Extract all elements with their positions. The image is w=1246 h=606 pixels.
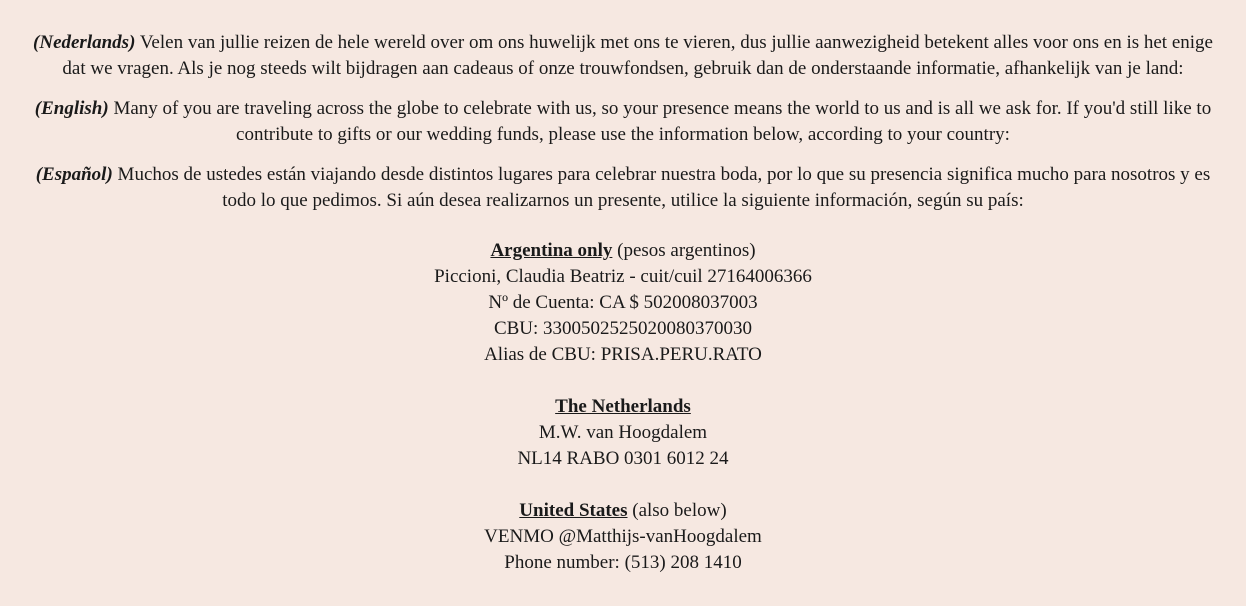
argentina-heading: Argentina only bbox=[490, 240, 613, 261]
argentina-account-number: Nº de Cuenta: CA $ 502008037003 bbox=[488, 292, 758, 313]
argentina-cbu-alias: Alias de CBU: PRISA.PERU.RATO bbox=[484, 344, 762, 365]
netherlands-heading: The Netherlands bbox=[555, 396, 691, 417]
argentina-cbu: CBU: 3300502525020080370030 bbox=[493, 318, 753, 339]
intro-spanish-text: Muchos de ustedes están viajando desde distintos lugares para celebrar nuestra boda, por lo que su presencia significa mucho para nosotros y es todo lo que pedimos. Si aún desea realizarnos un presente, utilice la siguiente información, según su país: bbox=[112, 164, 1211, 211]
argentina-note: (pesos argentinos) bbox=[612, 240, 756, 261]
section-united-states bbox=[0, 498, 1246, 576]
section-argentina bbox=[0, 238, 1246, 368]
intro-dutch-text: Velen van jullie reizen de hele wereld over om ons huwelijk met ons te vieren, dus jullie aanwezigheid betekent alles voor ons en is het enige dat we vragen. Als je nog steeds wilt bijdragen aan cadeaus of onze trouwfondsen, gebruik dan de onderstaande informatie, afhankelijk van je land: bbox=[62, 32, 1213, 79]
us-venmo: VENMO @Matthijs-vanHoogdalem bbox=[484, 526, 762, 547]
us-phone: Phone number: (513) 208 1410 bbox=[504, 552, 742, 573]
section-netherlands bbox=[0, 394, 1246, 472]
netherlands-iban: NL14 RABO 0301 6012 24 bbox=[517, 448, 729, 469]
argentina-account-holder: Piccioni, Claudia Beatriz - cuit/cuil 27164006366 bbox=[434, 266, 812, 287]
intro-english bbox=[33, 96, 1213, 148]
language-label-english: (English) bbox=[34, 98, 109, 119]
intro-english-text: Many of you are traveling across the globe to celebrate with us, so your presence means the world to us and is all we ask for. If you'd still like to contribute to gifts or our wedding funds, please use the information below, according to your country: bbox=[108, 98, 1212, 145]
language-label-dutch: (Nederlands) bbox=[33, 32, 136, 53]
argentina-heading-line bbox=[0, 238, 1246, 264]
intro-spanish bbox=[33, 162, 1213, 214]
us-heading-line bbox=[0, 498, 1246, 524]
intro-dutch bbox=[33, 30, 1213, 82]
netherlands-account-holder: M.W. van Hoogdalem bbox=[538, 422, 708, 443]
language-label-spanish: (Español) bbox=[35, 164, 113, 185]
us-note: (also below) bbox=[627, 500, 727, 521]
us-heading: United States bbox=[519, 500, 628, 521]
